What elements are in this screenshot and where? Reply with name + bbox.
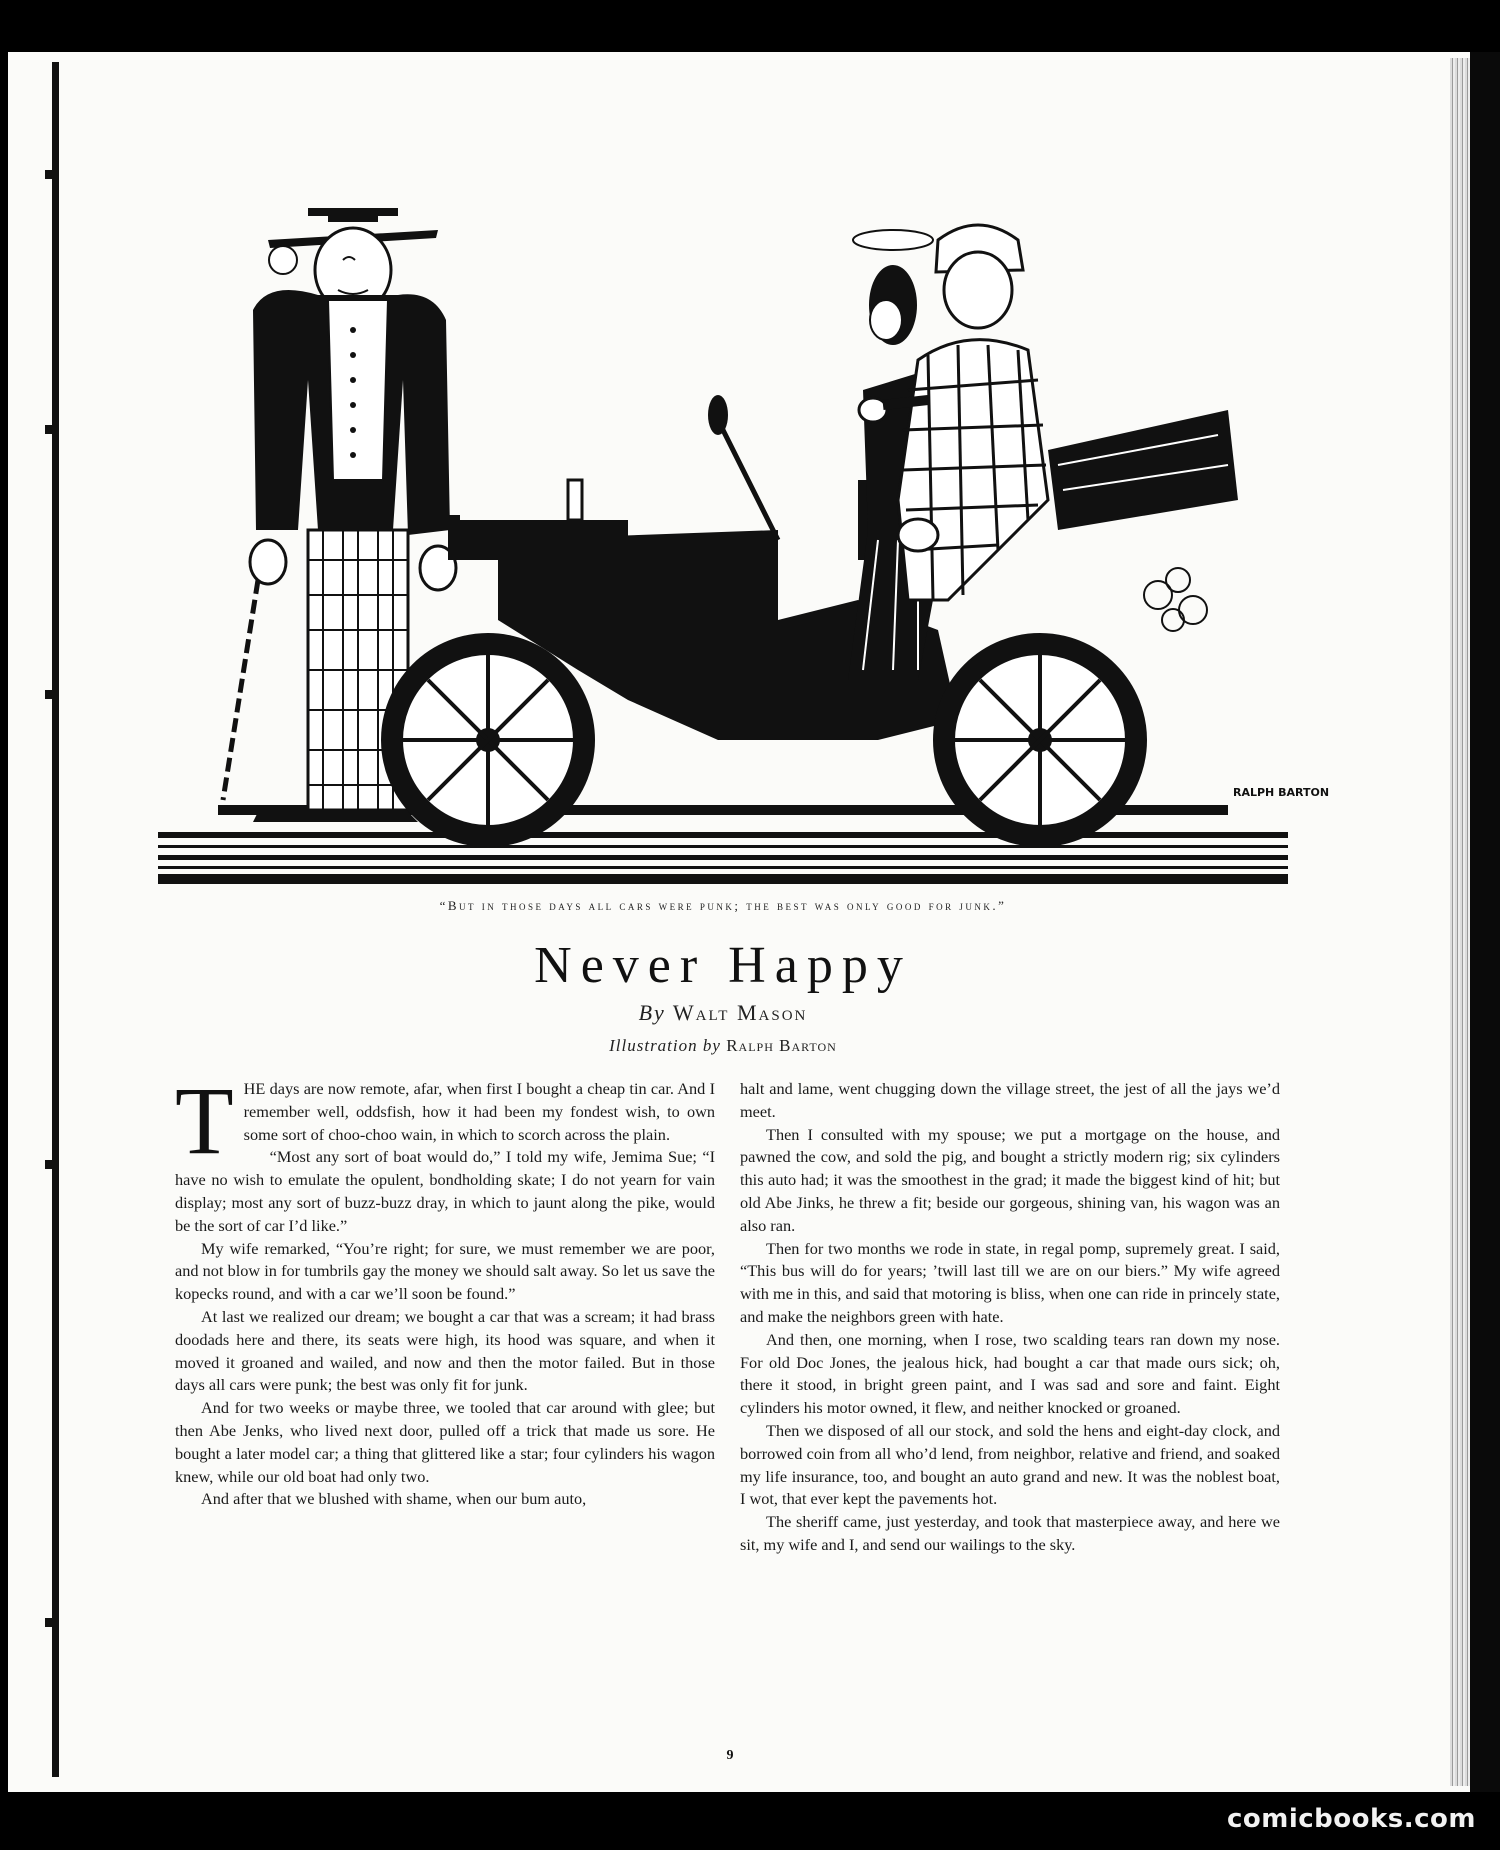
- paragraph: And for two weeks or maybe three, we tooled that car around with glee; but then Abe Jenks, who lived next door, pulled off a trick that made us sore. He bought a later model car; a thing that glittered like a star; four cylinders his wagon knew, while our old boat had only two.: [175, 1398, 715, 1486]
- paragraph: Then we disposed of all our stock, and sold the hens and eight-day clock, and borrowed coin from all who’d lend, from neighbor, relative and friend, and soaked my life insurance, too, and bought an auto grand and new. It was the noblest boat, I wot, that ever kept the pavements hot.: [740, 1420, 1280, 1509]
- author-name: Walt Mason: [672, 1000, 808, 1025]
- car-illustration: [158, 200, 1330, 885]
- binding-line: [52, 62, 59, 1777]
- paragraph: My wife remarked, “You’re right; for sure, we must remember we are poor, and not blow in for tumbrils gay the money we should salt away. So let us save the kopecks round, and with a car we’ll soon be found.”: [175, 1238, 715, 1304]
- binding-mark: [45, 425, 55, 434]
- text-column-right: [740, 1078, 1280, 1557]
- byline: [158, 1000, 1288, 1026]
- credit-label: Illustration by: [609, 1036, 721, 1055]
- artist-signature: RALPH BARTON: [1233, 786, 1330, 799]
- illustrator-name: Ralph Barton: [726, 1036, 837, 1055]
- driver-figure: [859, 225, 1238, 600]
- illustration-caption: “But in those days all cars were punk; the best was only good for junk.”: [439, 898, 1007, 913]
- rear-wheel: [944, 644, 1136, 836]
- paragraph: “Most any sort of boat would do,” I told my wife, Jemima Sue; “I have no wish to emulate the opulent, bondholding skate; I do not yearn for vain display; most any sort of buzz-buzz dray, in which to jaunt along the pike, would be the sort of car I’d like.”: [175, 1147, 715, 1235]
- binding-mark: [45, 690, 55, 699]
- illustration-credit: [158, 1036, 1288, 1056]
- article-title: Never Happy: [534, 937, 912, 994]
- scan-border: [1470, 52, 1500, 1792]
- front-wheel: [392, 644, 584, 836]
- paragraph: At last we realized our dream; we bought a car that was a scream; it had brass doodads here and there, its seats were high, its hood was square, and when it moved it groaned and wailed, and now and then the motor failed. But in those days all cars were punk; the best was only fit for junk.: [175, 1306, 715, 1395]
- text-column-left: [175, 1067, 715, 1511]
- binding-mark: [45, 170, 55, 179]
- paragraph: The sheriff came, just yesterday, and took that masterpiece away, and here we sit, my wife and I, and send our wailings to the sky.: [740, 1512, 1280, 1554]
- page-edges: [1450, 58, 1472, 1786]
- binding-mark: [45, 1618, 55, 1627]
- paragraph: And after that we blushed with shame, when our bum auto,: [201, 1489, 587, 1509]
- page-number: 9: [726, 1748, 734, 1763]
- binding-mark: [45, 1160, 55, 1169]
- paragraph: Then I consulted with my spouse; we put a mortgage on the house, and pawned the cow, and sold the pig, and bought a strictly modern rig; six cylinders this auto had; it was the smoothest in the grad; it made the biggest kind of hit; but old Abe Jinks, he threw a fit; beside our gorgeous, shining van, his wagon was an also ran.: [740, 1124, 1280, 1235]
- drop-cap: T: [175, 1067, 234, 1174]
- paragraph: Then for two months we rode in state, in regal pomp, supremely great. I said, “This bus will do for years; ’twill last till we are on our biers.” My wife agreed with me in this, and said that motoring is bliss, when one can ride in princely state, and make the neighbors green with hate.: [740, 1238, 1280, 1326]
- paragraph: And then, one morning, when I rose, two scalding tears ran down my nose. For old Doc Jones, the jealous hick, had bought a car that made ours sick; oh, there it stood, in bright green paint, and I was sad and sore and faint. Eight cylinders his motor owned, it flew, and neither knocked or groaned.: [740, 1329, 1280, 1418]
- byline-by: By: [638, 1000, 666, 1025]
- paragraph: THE days are now remote, afar, when first I bought a cheap tin car. And I remember well, oddsfish, how it had been my fondest wish, to own some sort of choo-choo wain, in which to scorch across the plain.: [175, 1067, 715, 1174]
- paragraph: halt and lame, went chugging down the village street, the jest of all the jays we’d meet.: [740, 1079, 1280, 1121]
- site-watermark: comicbooks.com: [1226, 1804, 1476, 1834]
